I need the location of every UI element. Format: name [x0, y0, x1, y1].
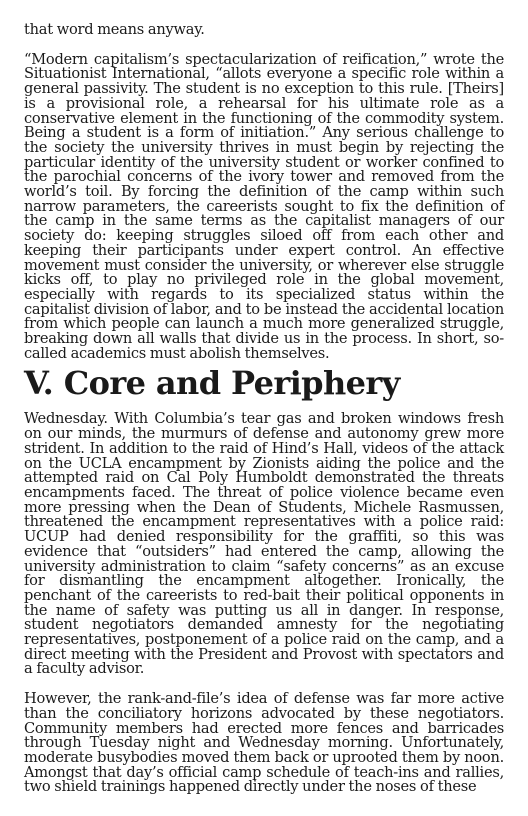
section-heading: V. Core and Periphery: [24, 364, 400, 403]
paragraph-lead-fragment: that word means anyway.: [24, 21, 205, 38]
paragraph-rank-and-file: However, the rank-and-file’s idea of defense was far more active than the conciliatory horizons advocated by these negotiators. Community members had erected more fences and barricades through Tuesday night and Wednesday morning. Unfortunately, moderate busybodies moved them back or uprooted them by noon. Amongst that day’s official camp schedule of teach-ins and rallies, two shield trainings happened directly under the noses of these: [24, 690, 504, 796]
paragraph-wednesday: Wednesday. With Columbia’s tear gas and broken windows fresh on our minds, the murmurs of defense and autonomy grew more strident. In addition to the raid of Hind’s Hall, videos of the attack on the UCLA encampment by Zionists aiding the police and the attempted raid on Cal Poly Humboldt demonstrated the threats encampments faced. The threat of police violence became even more pressing when the Dean of Students, Michele Rasmussen, threatened the encampment representatives with a police raid: UCUP had denied responsibility for the graffiti, so this was evidence that “outsiders” had entered the camp, allowing the university administration to claim “safety concerns” as an excuse for dismantling the encampment altogether. Ironically, the penchant of the careerists to red-bait their political opponents in the name of safety was putting us all in danger. In response, student negotiators demanded amnesty for the negotiating representatives, postponement of a police raid on the camp, and a direct meeting with the President and Provost with spectators and a faculty advisor.: [24, 410, 504, 678]
document-page: [24, 0, 504, 795]
paragraph-situationist-quote: “Modern capitalism’s spectacularization of reification,” wrote the Situationist International, “allots everyone a specific role within a general passivity. The student is no exception to this rule. [Theirs] is a provisional role, a rehearsal for his ultimate role as a conservative element in the functioning of the commodity system. Being a student is a form of initiation.” Any serious challenge to the society the university thrives in must begin by rejecting the particular identity of the university student or worker confined to the parochial concerns of the ivory tower and removed from the world’s toil. By forcing the definition of the camp within such narrow parameters, the careerists sought to fix the definition of the camp in the same terms as the capitalist managers of our society do: keeping struggles siloed off from each other and keeping their participants under expert control. An effective movement must consider the university, or wherever else struggle kicks off, to play no privileged role in the global movement, especially with regards to its specialized status within the capitalist division of labor, and to be instead the accidental location from which people can launch a much more generalized struggle, breaking down all walls that divide us in the process. In short, so-called academics must abolish themselves.: [24, 50, 504, 362]
